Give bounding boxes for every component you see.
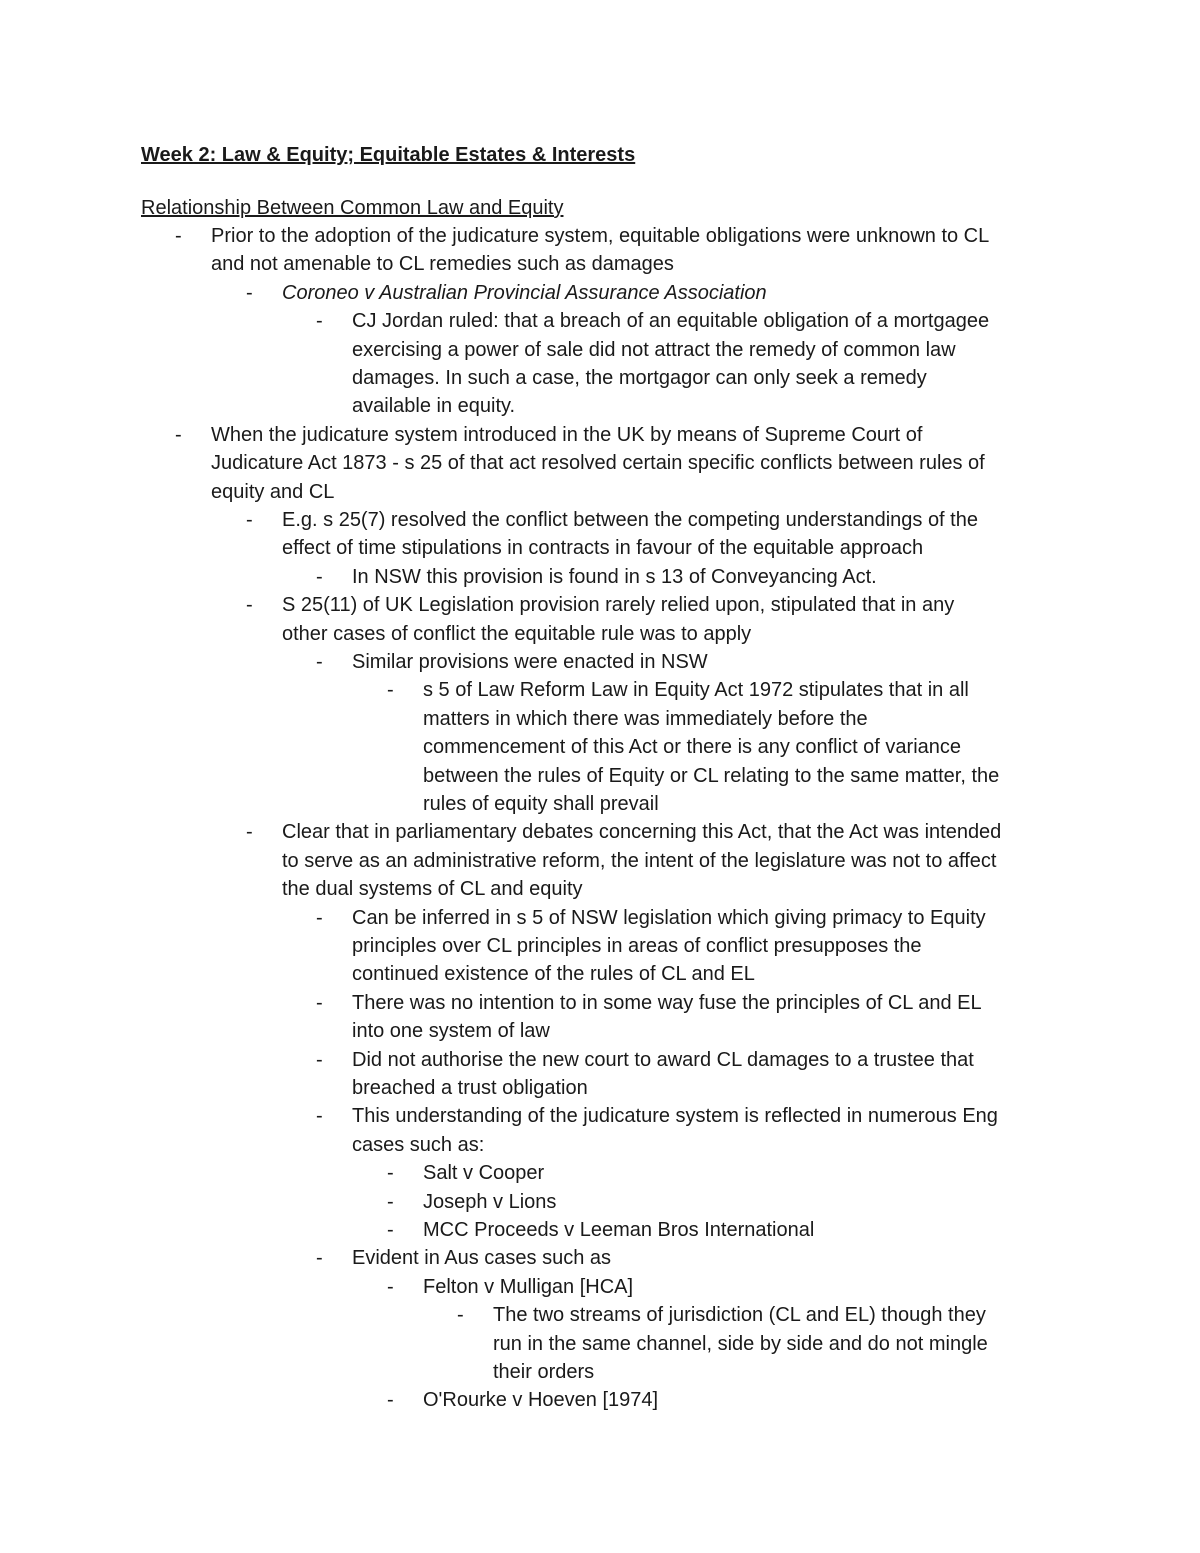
list-item xyxy=(0,1386,1200,1414)
list-item-text-line: to serve as an administrative reform, the intent of the legislature was not to affect xyxy=(282,849,997,872)
section-heading: Relationship Between Common Law and Equity xyxy=(141,197,564,219)
list-item-text-line: matters in which there was immediately before the xyxy=(423,707,868,730)
list-item-text-line: their orders xyxy=(493,1360,595,1383)
bullet-dash: - xyxy=(316,651,323,673)
bullet-dash: - xyxy=(387,1389,394,1412)
list-item-text-line: The two streams of jurisdiction (CL and EL) though they xyxy=(493,1304,986,1327)
list-item-text-line: run in the same channel, side by side and do not mingle xyxy=(493,1332,988,1355)
document-title: Week 2: Law & Equity; Equitable Estates & Interests xyxy=(141,144,636,166)
list-item-text-line: Salt v Cooper xyxy=(423,1162,545,1185)
list-item-text-line: exercising a power of sale did not attract the remedy of common law xyxy=(352,338,956,361)
bullet-dash: - xyxy=(246,821,253,844)
list-item-text-line: Felton v Mulligan [HCA] xyxy=(423,1275,634,1298)
list-item-text-line: the dual systems of CL and equity xyxy=(282,878,583,901)
list-item xyxy=(0,222,1200,279)
list-item-text-line: Can be inferred in s 5 of NSW legislation which giving primacy to Equity xyxy=(352,906,986,929)
list-item-text-line: into one system of law xyxy=(352,1020,550,1043)
list-item-text-line: damages. In such a case, the mortgagor can only seek a remedy xyxy=(352,366,927,389)
list-item-text-line: Clear that in parliamentary debates concerning this Act, that the Act was intended xyxy=(282,821,1002,844)
list-item-text-line: O'Rourke v Hoeven [1974] xyxy=(423,1389,659,1412)
list-item-text-line: Similar provisions were enacted in NSW xyxy=(352,651,708,673)
list-item xyxy=(0,1273,1200,1301)
bullet-dash: - xyxy=(457,1304,464,1327)
bullet-dash: - xyxy=(246,594,253,617)
list-item xyxy=(0,904,1200,989)
list-item-text-line: cases such as: xyxy=(352,1133,485,1156)
list-item-text-line: Prior to the adoption of the judicature system, equitable obligations were unknown to CL xyxy=(211,225,990,247)
list-item-text-line: When the judicature system introduced in the UK by means of Supreme Court of xyxy=(211,423,923,446)
list-item xyxy=(0,591,1200,648)
list-item xyxy=(0,818,1200,903)
bullet-dash: - xyxy=(316,991,323,1014)
list-item-text-line: Did not authorise the new court to award CL damages to a trustee that xyxy=(352,1048,974,1071)
list-item xyxy=(0,1046,1200,1103)
list-item xyxy=(0,1159,1200,1187)
list-item xyxy=(0,279,1200,307)
list-item-text-line: Coroneo v Australian Provincial Assurance Association xyxy=(282,281,767,304)
list-item-text-line: Evident in Aus cases such as xyxy=(352,1247,612,1270)
bullet-dash: - xyxy=(175,225,182,247)
bullet-dash: - xyxy=(316,906,323,929)
list-item-text-line: commencement of this Act or there is any conflict of variance xyxy=(423,736,962,759)
list-item-text-line: rules of equity shall prevail xyxy=(423,792,659,815)
bullet-dash: - xyxy=(316,1105,323,1128)
list-item xyxy=(0,1301,1200,1386)
bullet-dash: - xyxy=(316,565,323,588)
bullet-dash: - xyxy=(246,509,253,531)
bullet-dash: - xyxy=(316,310,323,333)
bullet-dash: - xyxy=(387,1190,394,1213)
list-item-text-line: Joseph v Lions xyxy=(423,1190,557,1213)
bullet-dash: - xyxy=(246,281,253,304)
list-item-text-line: effect of time stipulations in contracts in favour of the equitable approach xyxy=(282,537,924,560)
bullet-dash: - xyxy=(316,1048,323,1071)
list-item xyxy=(0,1244,1200,1272)
list-item-text-line: Judicature Act 1873 - s 25 of that act resolved certain specific conflicts between rules of xyxy=(211,452,985,475)
list-item-text-line: S 25(11) of UK Legislation provision rarely relied upon, stipulated that in any xyxy=(282,594,955,617)
list-item-text-line: There was no intention to in some way fuse the principles of CL and EL xyxy=(352,991,982,1014)
list-item-text-line: and not amenable to CL remedies such as damages xyxy=(211,253,674,276)
list-item-text-line: MCC Proceeds v Leeman Bros International xyxy=(423,1219,815,1241)
list-item xyxy=(0,1216,1200,1244)
list-item xyxy=(0,506,1200,563)
bullet-dash: - xyxy=(387,1162,394,1185)
list-item xyxy=(0,563,1200,591)
list-item-text-line: equity and CL xyxy=(211,480,335,503)
list-item xyxy=(0,989,1200,1046)
list-item xyxy=(0,676,1200,818)
list-item xyxy=(0,1188,1200,1216)
list-item xyxy=(0,648,1200,676)
list-item-text-line: E.g. s 25(7) resolved the conflict between the competing understandings of the xyxy=(282,509,978,531)
list-item-text-line: principles over CL principles in areas of conflict presupposes the xyxy=(352,934,922,957)
list-item-text-line: other cases of conflict the equitable rule was to apply xyxy=(282,622,752,645)
list-item-text-line: continued existence of the rules of CL and EL xyxy=(352,963,755,986)
list-item-text-line: In NSW this provision is found in s 13 of Conveyancing Act. xyxy=(352,565,877,588)
list-item xyxy=(0,1102,1200,1159)
bullet-dash: - xyxy=(387,679,394,702)
list-item xyxy=(0,421,1200,506)
bullet-dash: - xyxy=(316,1247,323,1270)
bullet-dash: - xyxy=(387,1275,394,1298)
list-item-text-line: s 5 of Law Reform Law in Equity Act 1972 stipulates that in all xyxy=(423,679,969,702)
bullet-dash: - xyxy=(387,1219,394,1241)
list-item-text-line: breached a trust obligation xyxy=(352,1076,588,1099)
list-item-text-line: available in equity. xyxy=(352,395,516,418)
list-item-text-line: This understanding of the judicature system is reflected in numerous Eng xyxy=(352,1105,998,1128)
list-item-text-line: between the rules of Equity or CL relating to the same matter, the xyxy=(423,764,1000,787)
bullet-dash: - xyxy=(175,423,182,446)
list-item xyxy=(0,307,1200,421)
list-item-text-line: CJ Jordan ruled: that a breach of an equitable obligation of a mortgagee xyxy=(352,310,990,333)
